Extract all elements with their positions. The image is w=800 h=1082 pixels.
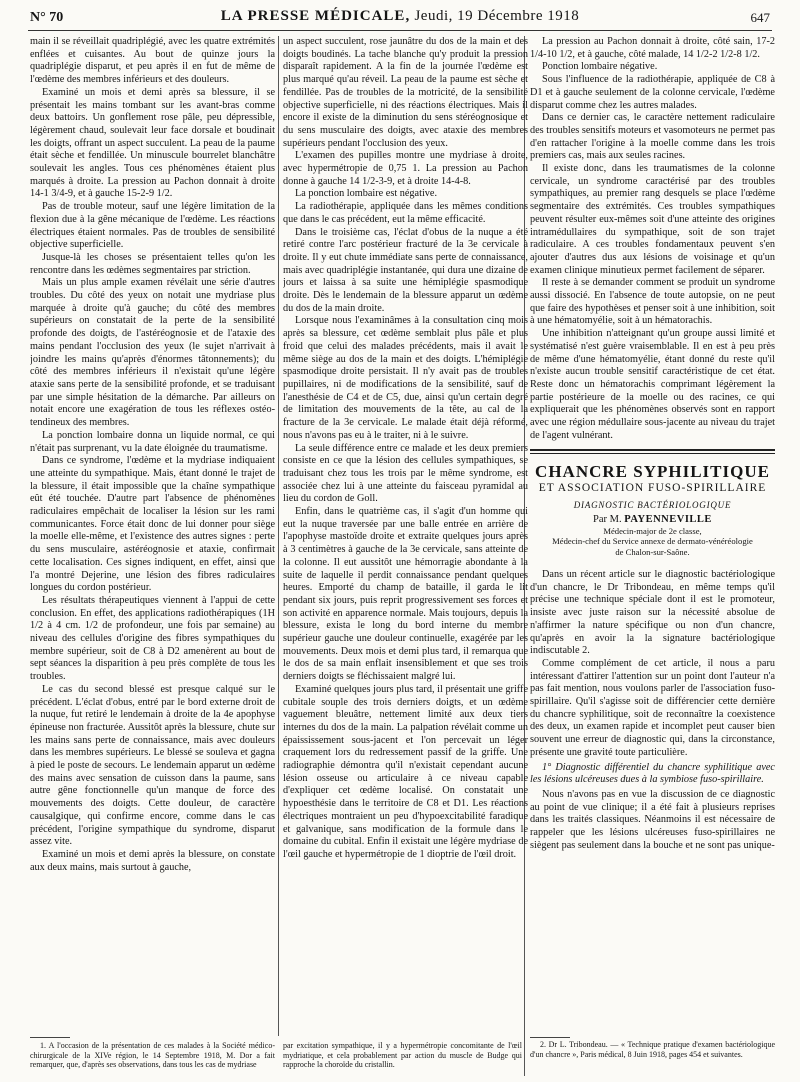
paragraph: Il reste à se demander comment se produit un syndrome aussi dissocié. En l'absence de toute autopsie, on ne peut que faire des hypothèses et penser soit à une inhibition, soit à une hématomyélie, soit à un hématorachis. xyxy=(530,277,775,327)
paragraph: La radiothérapie, appliquée dans les mêmes conditions que dans le cas précédent, eut la même efficacité. xyxy=(283,201,528,225)
column-3 xyxy=(530,36,775,1072)
paragraph: Nous n'avons pas en vue la discussion de ce diagnostic au point de vue clinique; il a été fait à plusieurs reprises dans les traités classiques. Néanmoins il est nécessaire de rappeler que les lésions ulcéreuses fuso-spirillaires ne siègent pas seulement dans la bouche et ne sont pas unique- xyxy=(530,788,775,851)
section-heading: 1° Diagnostic différentiel du chancre syphilitique avec les lésions ulcéreuses dues à la symbiose fuso-spirillaire. xyxy=(530,761,775,786)
paragraph: Il existe donc, dans les traumatismes de la colonne cervicale, un syndrome caractérisé par des troubles sympathiques, au premier rang desquels se place l'œdème segmentaire des extrémités. Ces troubles sympathiques peuvent résulter eux-mêmes soit d'une atteinte des origines intramédullaires du sympathique, soit de son trajet radiculaire. A ces troubles fondamentaux peuvent s'en ajouter d'autres dus aux lésions de voisinage et qu'un examen clinique minutieux permet facilement de séparer. xyxy=(530,163,775,276)
paragraph: La pression au Pachon donnait à droite, côté sain, 17-2 1/4-10 1/2, et à gauche, côté malade, 14 1/2-2 1/2-8 1/2. xyxy=(530,36,775,60)
paragraph: Une inhibition n'atteignant qu'un groupe aussi limité et systématisé n'est guère vraisemblable. Il en est à peu près de même d'une hématomyélie, étant donné du reste qu'il n'existe aucun trouble sensitif caractéristique de cet état. Reste donc un hématorachis comprimant légèrement la partie postérieure de la moelle ou des racines, ce qui expliquerait que les phénomènes observés sont en rapport avec une région médullaire sous-jacente au niveau du trajet de l'agent vulnérant. xyxy=(530,328,775,441)
page-header xyxy=(30,8,770,30)
paragraph: La seule différence entre ce malade et les deux premiers consiste en ce que la lésion des cellules sympathiques, se traduisant chez tous les trois par le même syndrome, est associée chez lui à une atteinte du faisceau pyramidal au lieu du cordon de Goll. xyxy=(283,442,528,505)
column-1 xyxy=(30,36,275,1036)
paragraph: Le cas du second blessé est presque calqué sur le précédent. L'éclat d'obus, entré par le bord externe droit de la nuque, fut retiré le lendemain à droite de la 4e apophyse épineuse non fracturée. Aussitôt après la blessure, chute sur les mains sans perte de connaissance, mais avec douleurs dans les membres supérieurs. Le blessé se souleva et gagna à pied le poste de secours. Le lendemain apparut un œdème des mains avec sensation de cuisson dans la paume, sans autre gêne fonctionnelle qu'un manque de force des mouvements des doigts. Cette douleur, de caractère causalgique, qui confirme encore, comme dans le cas précédent, l'origine sympathique du syndrome, disparut assez vite. xyxy=(30,683,275,848)
paragraph: Examiné un mois et demi après sa blessure, il se présentait les mains tombant sur les avant-bras comme deux battoirs. Un gonflement rose pâle, peu dépressible, légèrement chaud, soulevait leur face dorsale et boudinait les doigts, offrant un aspect succulent. La peau de la paume était sèche et fendillée. Un minuscule bourrelet blanchâtre soulevait les angles. Tous ces phénomènes étaient plus marqués à droite. La pression au Pachon donnait à droite 14-1 3/4-9, et à gauche 15-2-9 1/2. xyxy=(30,86,275,200)
paragraph: Mais un plus ample examen révélait une série d'autres troubles. Du côté des yeux on notait une mydriase plus marquée à droite qu'à gauche; du côté des membres supérieurs on constatait de la perte de la sensibilité profonde des doigts, de l'astéréognosie et de l'ataxie des mains pendant l'occlusion des yeux (le sujet n'arrivait à joindre les mains qu'après d'énormes tâtonnements); du côté des membres inférieurs il n'existait qu'une légère ataxie sans perte de la sensibilité profonde, et se traduisant par une simple hésitation de la démarche. Par ailleurs on notait encore une exagération de tous les réflexes ostéo-tendineux des membres. xyxy=(30,277,275,429)
paragraph: main il se réveillait quadriplégié, avec les quatre extrémités enflées et cuisantes. Au bout de quinze jours la quadriplégie disparut, et peu après il en fut de même de l'œdème des membres inférieurs et des douleurs. xyxy=(30,36,275,86)
column-2 xyxy=(283,36,528,1036)
paragraph: L'examen des pupilles montre une mydriase à droite, avec hypermétropie de 0,75 1. La pression au Pachon donne à gauche 14 1/2-3-9, et à droite 14-4-8. xyxy=(283,150,528,187)
author-affiliation: Médecin-major de 2e classe, Médecin-chef du Service annexe de dermato-vénéréologie de Chalon-sur-Saône. xyxy=(552,525,753,557)
paragraph: Examiné un mois et demi après la blessure, on constate aux deux mains, mais surtout à gauche, xyxy=(30,849,275,873)
paragraph: Examiné quelques jours plus tard, il présentait une griffe cubitale souple des trois derniers doigts, et un œdème vaguement bleuâtre, nettement limité aux deux tiers internes du dos de la main. La palpation révélait comme un épaississement sous-jacent et l'on percevait un léger craquement lors du redressement passif de la griffe. Une radiographie démontra qu'il n'existait cependant aucune lésion osseuse ou articulaire à ce niveau capable d'expliquer cet œdème localisé. On constatait une hypoesthésie dans le territoire de C8 et D1. Les réactions électriques montraient un peu d'hypoexcitabilité faradique et galvanique, sans modification de la formule dans le domaine du cubital. Enfin il existait une légère mydriase de l'œil gauche et hypermétropie de 1 dioptrie de l'œil droit. xyxy=(283,683,528,860)
article-title: CHANCRE SYPHILITIQUE xyxy=(535,461,770,481)
footnote-rule xyxy=(530,1037,570,1038)
paragraph: Pas de trouble moteur, sauf une légère limitation de la flexion due à la gêne mécanique de l'œdème. Les réactions électriques étaient normales. Pas de troubles de sensibilité objective superficielle. xyxy=(30,201,275,251)
column-divider xyxy=(278,36,279,1036)
paragraph: Dans le troisième cas, l'éclat d'obus de la nuque a été retiré contre l'arc postérieur fracturé de la 3e cervicale à droite. Il y eut chute immédiate sans perte de connaissance, mais avec quadriplégie instantanée, qui dura une dizaine de jours et laissa à sa suite une hémiplégie spasmodique droite. Dès le lendemain de la blessure apparut un œdème du dos de la main droite. xyxy=(283,226,528,314)
issue-date: Jeudi, 19 Décembre 1918 xyxy=(410,8,580,24)
paragraph: un aspect succulent, rose jaunâtre du dos de la main et des doigts boudinés. La tache blanche qu'y produit la pression disparaît rapidement. A la fin de la journée l'œdème est plus marqué qu'au réveil. La peau de la paume est sèche et fendillée. Pas de troubles de la motricité, de la sensibilité objective superficielle, ni des réactions électriques. Mais il encore il existe de la diminution du sens stéréognosique et du sens musculaire des doigts, avec ataxie des membres supérieurs pendant l'occlusion des yeux. xyxy=(283,36,528,149)
header-rule xyxy=(28,30,772,31)
page-number: 647 xyxy=(750,10,770,25)
article-kicker: DIAGNOSTIC BACTÉRIOLOGIQUE xyxy=(573,499,732,510)
paragraph: Jusque-là les choses se présentaient telles qu'on les rencontre dans les œdèmes segmentaires par striction. xyxy=(30,251,275,276)
paragraph: Sous l'influence de la radiothérapie, appliquée de C8 à D1 et à gauche seulement de la colonne cervicale, l'œdème disparut comme chez les autres malades. xyxy=(530,74,775,111)
paragraph: Dans un récent article sur le diagnostic bactériologique d'un chancre, le Dr Tribondeau, en même temps qu'il précise une technique spéciale dont il est le promoteur, insiste avec juste raison sur la nécessité absolue de n'affirmer la nature spécifique ou non d'un chancre, qu'après en avoir la la signature bactériologique indiscutable 2. xyxy=(530,569,775,657)
journal-name: LA PRESSE MÉDICALE, xyxy=(220,8,411,24)
paragraph: Lorsque nous l'examinâmes à la consultation cinq mois après sa blessure, cet œdème semblait plus pâle et plus froid que celui des malades précédents, mais il avait le même siège au dos de la main et des doigts. L'hémiplégie spasmodique droite persistait. Il n'y avait pas de troubles pupillaires, ni de modifications de la sensibilité, sauf de l'anesthésie de C4 et de C5, due, ainsi qu'un certain degré de limitation des mouvements de la tête, au cal de la fracture de la 3e cervicale. Le malade était déjà réformé, nous n'avons pas eu à le traiter, ni à le suivre. xyxy=(283,315,528,441)
article-rule xyxy=(530,453,775,454)
paragraph: Comme complément de cet article, il nous a paru intéressant d'attirer l'attention sur un point dont l'auteur n'a pas fait mention, nous voulons parler de l'association fuso-spirillaire. Qu'il s'agisse soit de différencier cette dernière du chancre syphilitique, soit de reconnaître la coexistence des deux, un examen rapide et incomplet peut causer bien souvent une erreur de diagnostic qui, dans la circonstance, présente une gravité toute particulière. xyxy=(530,657,775,758)
footnote-1: 1. A l'occasion de la présentation de ces malades à la Société médico-chirurgicale de la XIVe région, le 14 Septembre 1918, M. Dor a fait remarquer, que, d'après ses observations, dans tous les cas de mydriase xyxy=(30,1041,275,1070)
paragraph: La ponction lombaire donna un liquide normal, ce qui n'était pas surprenant, vu la date éloignée du traumatisme. xyxy=(30,429,275,454)
journal-title xyxy=(30,8,770,25)
paragraph: Ponction lombaire négative. xyxy=(542,61,658,73)
footnote-2: 2. Dr L. Tribondeau. — « Technique pratique d'examen bactériologique d'un chancre », Paris médical, 8 Juin 1918, pages 454 et suivantes. xyxy=(530,1040,775,1059)
issue-number: N° 70 xyxy=(30,10,64,25)
footnote-1-continued: par excitation sympathique, il y a hypermétropie concomitante de l'œil mydriatique, et cela probablement par action du muscle de Budge qui rapproche la choroïde du cristallin. xyxy=(283,1041,522,1070)
author-name: PAYENNEVILLE xyxy=(624,513,712,525)
paragraph: Dans ce dernier cas, le caractère nettement radiculaire des troubles sensitifs moteurs et vasomoteurs ne permet pas d'en rattacher l'origine à la moelle comme dans les trois premiers cas, mais aux seules racines. xyxy=(530,112,775,162)
article-rule xyxy=(530,449,775,451)
paragraph: La ponction lombaire est négative. xyxy=(295,188,438,200)
paragraph: Enfin, dans le quatrième cas, il s'agit d'un homme qui eut la nuque traversée par une balle entrée en arrière de l'apophyse mastoïde droite et extraite quelques jours après à 3 centimètres à gauche de la 3e cervicale, sans atteinte de la colonne. Il eut aussitôt une hémorragie abondante à la suite de laquelle il perdit connaissance pendant quelques heures. Emporté du champ de bataille, il garda le lit pendant six jours, puis reprit progressivement ses forces et son activité en apparence normale. Mais toujours, depuis la blessure, exista le long du bord interne du membre supérieur gauche une douleur continuelle, exagérée par les mouvements. Deux mois et demi plus tard, il remarqua que le dos de sa main enflait insensiblement et que ses trois derniers doigts se fléchissaient malgré lui. xyxy=(283,506,528,683)
paragraph: Les résultats thérapeutiques viennent à l'appui de cette conclusion. En effet, des applications radiothérapiques (1H 1/2 à 4 cm. 1/2 de profondeur, une fois par semaine) au niveau des cellules d'origine des fibres sympathiques du membre supérieur, soit de C8 à D2 amenèrent au bout de sept séances la disparition à peu près complète de tous les troubles. xyxy=(30,594,275,683)
paragraph: Dans ce syndrome, l'œdème et la mydriase indiquaient une atteinte du sympathique. Mais, étant donné le trajet de la blessure, il était impossible que la chaîne sympathique eût été touchée. D'autre part l'absence de phénomènes radiculaires empêchait de localiser la lésion sur les rami communicantes. Force était donc de lui donner pour siège la moelle elle-même, et l'existence des autres signes : perte du sens musculaire, astéréognosie et ataxie, confirmait cette localisation. Ces signes indiquent, en effet, ainsi que l'a montré Dejerine, une lésion des fibres radiculaires longues du cordon postérieur. xyxy=(30,455,275,594)
byline: Par M. PAYENNEVILLE xyxy=(593,513,712,525)
footnote-rule xyxy=(30,1037,70,1038)
article-subtitle: ET ASSOCIATION FUSO-SPIRILLAIRE xyxy=(538,481,767,494)
